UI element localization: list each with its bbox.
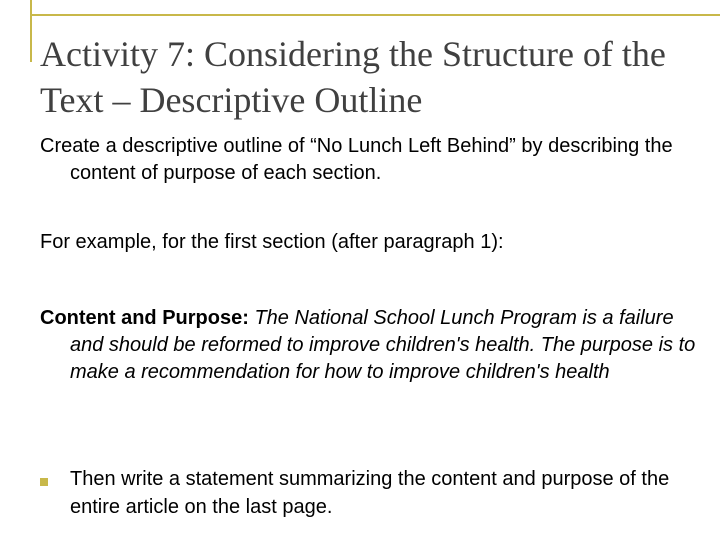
example-text: The National School Lunch Program is a failure and should be reformed to improve children's health. The purpose is to make a recommendation for how to improve children's health bbox=[70, 307, 696, 383]
title-horizontal-rule bbox=[30, 14, 720, 16]
title-vertical-rule bbox=[30, 0, 32, 62]
bullet-text: Then write a statement summarizing the content and purpose of the entire article on the last page. bbox=[70, 468, 670, 518]
bullet-list-item bbox=[40, 465, 680, 521]
example-lead: For example, for the first section (after paragraph 1): bbox=[40, 231, 504, 253]
slide-title: Activity 7: Considering the Structure of the Text – Descriptive Outline bbox=[40, 34, 666, 120]
example-content bbox=[40, 305, 710, 386]
example-label: Content and Purpose: bbox=[40, 307, 249, 329]
square-bullet-icon bbox=[40, 478, 48, 486]
intro-paragraph: Create a descriptive outline of “No Lunch Left Behind” by describing the content of purpose of each section. bbox=[40, 135, 673, 184]
